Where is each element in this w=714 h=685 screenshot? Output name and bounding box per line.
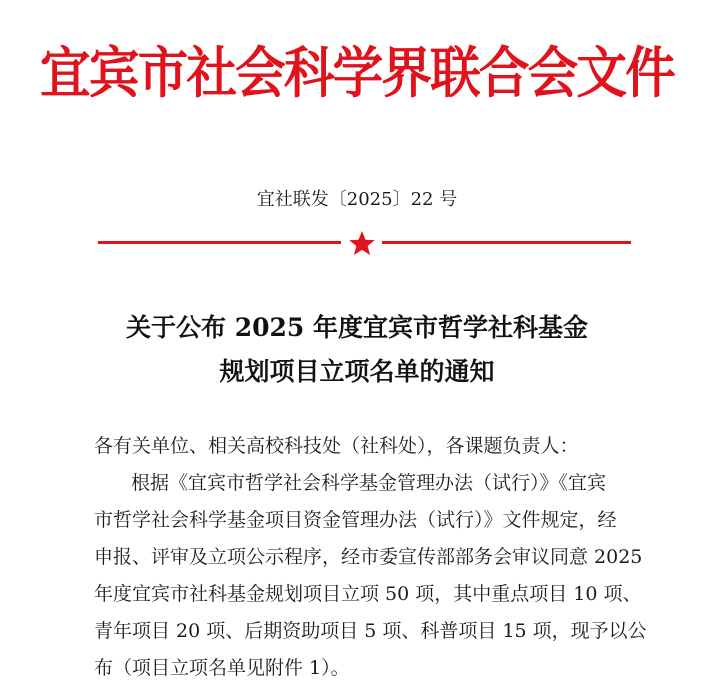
divider-line-left xyxy=(98,241,341,244)
star-icon xyxy=(348,229,376,257)
body-text-line: 申报、评审及立项公示程序，经市委宣传部部务会审议同意 2025 xyxy=(94,546,643,568)
document-header-title: 宜宾市社会科学界联合会文件 xyxy=(40,40,674,105)
divider-line-right xyxy=(382,241,631,244)
body-text-line: 布（项目立项名单见附件 1）。 xyxy=(94,657,350,679)
body-text-line: 市哲学社会科学基金项目资金管理办法（试行）》文件规定，经 xyxy=(94,509,617,531)
body-text-line: 青年项目 20 项、后期资助项目 5 项、科普项目 15 项，现予以公 xyxy=(94,620,647,642)
body-text-line: 年度宜宾市社科基金规划项目立项 50 项，其中重点项目 10 项、 xyxy=(94,583,642,605)
body-text-line: 根据《宜宾市哲学社会科学基金管理办法（试行）》《宜宾 xyxy=(131,472,607,494)
salutation: 各有关单位、相关高校科技处（社科处），各课题负责人： xyxy=(94,435,579,457)
notice-title-line-1: 关于公布 2025 年度宜宾市哲学社科基金 xyxy=(126,313,588,342)
document-number: 宜社联发〔2025〕22 号 xyxy=(256,189,458,210)
notice-title-line-2: 规划项目立项名单的通知 xyxy=(219,357,495,386)
red-divider xyxy=(98,229,631,257)
